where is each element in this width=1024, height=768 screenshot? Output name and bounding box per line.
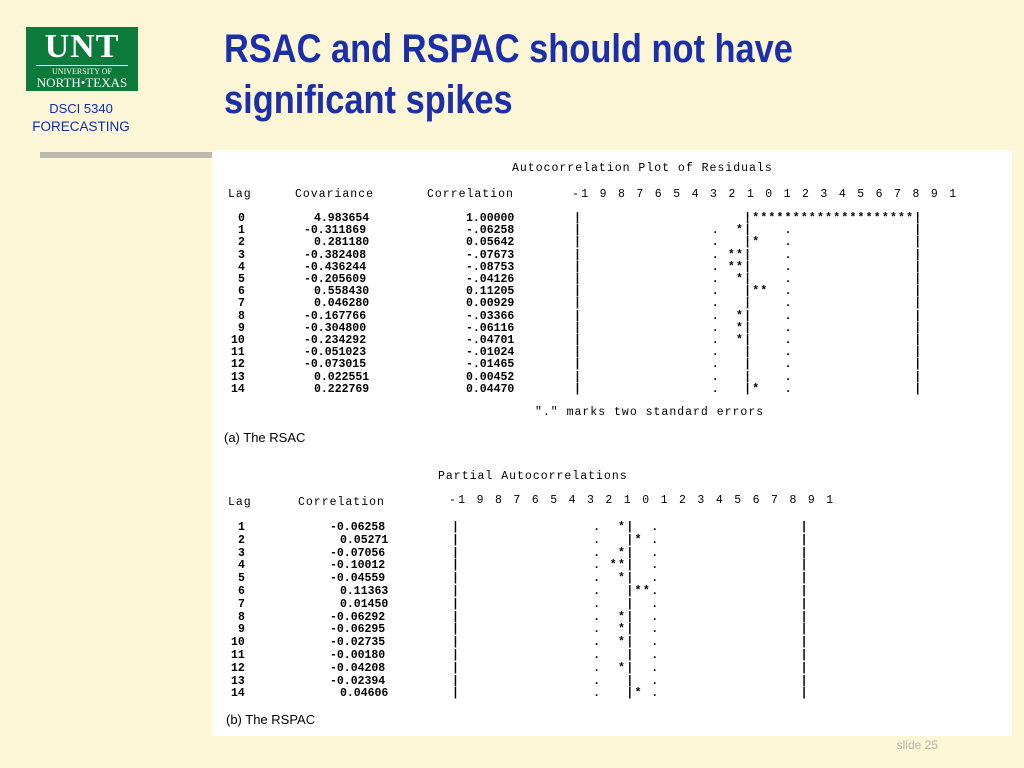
rsac-note: "." marks two standard errors	[535, 406, 765, 419]
rsac-bar-cell: | . | . |	[574, 370, 923, 384]
rspac-correlation-cell: -0.06295	[330, 623, 386, 637]
slide-title-line2: significant spikes	[224, 78, 513, 122]
rspac-lag-cell: 12	[231, 661, 245, 675]
rspac-col-lag: Lag	[228, 496, 252, 509]
rsac-correlation-cell: -.04126	[466, 273, 515, 286]
rspac-lag-cell: 1	[238, 521, 245, 534]
rspac-correlation-cell: -0.07056	[330, 546, 386, 560]
rsac-covariance-cell: 0.022551	[314, 370, 370, 384]
rsac-col-covariance: Covariance	[295, 188, 375, 201]
rspac-scale: -1 9 8 7 6 5 4 3 2 1 0 1 2 3 4 5 6 7 8 9 1	[449, 494, 836, 507]
rsac-covariance-cell: -0.073015	[304, 358, 367, 372]
rspac-lag-cell: 10	[231, 636, 245, 650]
rsac-bar-cell: | . | . |	[574, 297, 923, 311]
rspac-correlation-cell: -0.02394	[330, 674, 386, 688]
rspac-lag-cell: 7	[238, 597, 245, 611]
rspac-bar-cell: | . *| . |	[452, 636, 809, 650]
rsac-bar-cell: | . *| . |	[574, 273, 923, 286]
rsac-covariance-cell: 4.983654	[314, 212, 370, 225]
rspac-correlation-cell: 0.04606	[340, 687, 389, 701]
rsac-correlation-cell: -.01024	[466, 346, 515, 360]
rsac-lag-cell: 7	[238, 297, 245, 311]
rsac-covariance-cell: -0.167766	[304, 309, 367, 323]
rspac-bar-cell: | . |* . |	[452, 687, 809, 701]
rspac-bar-cell: | . *| . |	[452, 546, 809, 560]
rsac-bar-cell: | . **| . |	[574, 248, 923, 262]
rsac-lag-cell: 9	[238, 321, 245, 335]
rspac-lag-cell: 14	[231, 687, 245, 701]
rsac-covariance-cell: 0.281180	[314, 236, 370, 250]
rspac-bar-cell: | . | . |	[452, 674, 809, 688]
rsac-bar-cell: | . | . |	[574, 346, 923, 360]
rspac-lag-cell: 9	[238, 623, 245, 637]
rsac-correlation-cell: -.08753	[466, 260, 515, 274]
rsac-lag-cell: 13	[231, 370, 245, 384]
slide-number: slide 25	[896, 738, 938, 752]
rspac-lag-cell: 6	[238, 585, 245, 598]
rsac-lag-cell: 0	[238, 212, 245, 225]
course-code: DSCI 5340	[49, 101, 113, 116]
rspac-lag-cell: 4	[238, 559, 245, 573]
rspac-correlation-cell: -0.06258	[330, 521, 386, 534]
rsac-heading: Autocorrelation Plot of Residuals	[512, 162, 773, 175]
unt-logo	[26, 27, 138, 91]
rsac-bar-cell: | . |* . |	[574, 382, 923, 396]
logo-line1: UNIVERSITY OF	[52, 67, 112, 76]
rsac-bar-cell: | . |* . |	[574, 236, 923, 250]
rsac-lag-cell: 4	[238, 260, 245, 274]
rsac-col-correlation: Correlation	[427, 188, 514, 201]
logo-line2: NORTH•TEXAS	[36, 75, 128, 90]
rsac-covariance-cell: 0.222769	[314, 382, 370, 396]
rsac-col-lag: Lag	[228, 188, 252, 201]
rspac-correlation-cell: 0.05271	[340, 533, 389, 547]
slide-title	[224, 24, 895, 126]
rspac-lag-cell: 8	[238, 610, 245, 624]
rsac-covariance-cell: -0.234292	[304, 334, 367, 347]
rsac-bar-cell: | . **| . |	[574, 260, 923, 274]
rspac-correlation-cell: -0.06292	[330, 610, 386, 624]
rspac-bar-cell: | . *| . |	[452, 610, 809, 624]
rsac-bar-cell: | |********************|	[574, 212, 923, 225]
rsac-correlation-cell: -.01465	[466, 358, 515, 372]
rspac-correlation-cell: -0.02735	[330, 636, 386, 650]
rsac-correlation-cell: 0.04470	[466, 382, 515, 396]
rspac-bar-cell: | . |**. |	[452, 585, 809, 598]
rsac-covariance-cell: -0.051023	[304, 346, 367, 360]
logo-wordmark: UNT	[44, 28, 120, 65]
rsac-covariance-cell: -0.205609	[304, 273, 367, 286]
rsac-lag-cell: 8	[238, 309, 245, 323]
rspac-bar-cell: | . *| . |	[452, 661, 809, 675]
rsac-correlation-cell: -.04701	[466, 334, 515, 347]
rsac-bar-cell: | . *| . |	[574, 224, 923, 238]
rspac-bar-cell: | . *| . |	[452, 521, 809, 534]
rsac-correlation-cell: -.06116	[466, 321, 515, 335]
rsac-correlation-cell: 1.00000	[466, 212, 515, 225]
rspac-correlation-cell: 0.01450	[340, 597, 389, 611]
rsac-lag-cell: 1	[238, 224, 245, 238]
rspac-lag-cell: 2	[238, 533, 245, 547]
rsac-covariance-cell: -0.304800	[304, 321, 367, 335]
rspac-heading: Partial Autocorrelations	[438, 470, 628, 483]
rsac-covariance-cell: -0.382408	[304, 248, 367, 262]
rspac-caption: (b) The RSPAC	[226, 712, 316, 727]
rsac-correlation-cell: -.06258	[466, 224, 515, 238]
rsac-lag-cell: 2	[238, 236, 245, 250]
rsac-lag-cell: 5	[238, 273, 245, 286]
title-underline-bar	[40, 152, 212, 158]
rsac-scale: -1 9 8 7 6 5 4 3 2 1 0 1 2 3 4 5 6 7 8 9 1	[572, 188, 959, 201]
rsac-correlation-cell: 0.11205	[466, 285, 515, 299]
rspac-bar-cell: | . *| . |	[452, 572, 809, 586]
rspac-bar-cell: | . *| . |	[452, 623, 809, 637]
rsac-lag-cell: 6	[238, 285, 245, 299]
rspac-correlation-cell: -0.04559	[330, 572, 386, 586]
rspac-bar-cell: | . | . |	[452, 597, 809, 611]
rsac-bar-cell: | . *| . |	[574, 309, 923, 323]
rsac-correlation-cell: -.03366	[466, 309, 515, 323]
rspac-correlation-cell: -0.00180	[330, 649, 386, 662]
rspac-bar-cell: | . | . |	[452, 649, 809, 662]
rspac-lag-cell: 13	[231, 674, 245, 688]
rspac-correlation-cell: 0.11363	[340, 585, 389, 598]
rsac-bar-cell: | . | . |	[574, 358, 923, 372]
rsac-covariance-cell: 0.558430	[314, 285, 370, 299]
rsac-correlation-cell: 0.05642	[466, 236, 515, 250]
rsac-correlation-cell: 0.00452	[466, 370, 515, 384]
rspac-bar-cell: | . |* . |	[452, 533, 809, 547]
rsac-correlation-cell: -.07673	[466, 248, 515, 262]
rsac-caption: (a) The RSAC	[224, 430, 306, 445]
rsac-lag-cell: 10	[231, 334, 245, 347]
rspac-col-correlation: Correlation	[298, 496, 385, 509]
logo-divider	[36, 65, 128, 66]
rspac-lag-cell: 3	[238, 546, 245, 560]
rsac-bar-cell: | . *| . |	[574, 334, 923, 347]
rspac-lag-cell: 11	[231, 649, 245, 662]
rsac-covariance-cell: -0.311869	[304, 224, 367, 238]
rsac-correlation-cell: 0.00929	[466, 297, 515, 311]
rspac-lag-cell: 5	[238, 572, 245, 586]
rsac-bar-cell: | . *| . |	[574, 321, 923, 335]
rsac-lag-cell: 11	[231, 346, 245, 360]
slide-title-line1: RSAC and RSPAC should not have	[224, 27, 793, 71]
rsac-covariance-cell: -0.436244	[304, 260, 367, 274]
rspac-bar-cell: | . **| . |	[452, 559, 809, 573]
course-name: FORECASTING	[32, 119, 130, 134]
rsac-lag-cell: 12	[231, 358, 245, 372]
rsac-covariance-cell: 0.046280	[314, 297, 370, 311]
output-image-panel	[212, 150, 1012, 736]
rsac-lag-cell: 14	[231, 382, 245, 396]
rsac-bar-cell: | . |** . |	[574, 285, 923, 299]
rsac-lag-cell: 3	[238, 248, 245, 262]
rspac-correlation-cell: -0.10012	[330, 559, 386, 573]
rspac-correlation-cell: -0.04208	[330, 661, 386, 675]
